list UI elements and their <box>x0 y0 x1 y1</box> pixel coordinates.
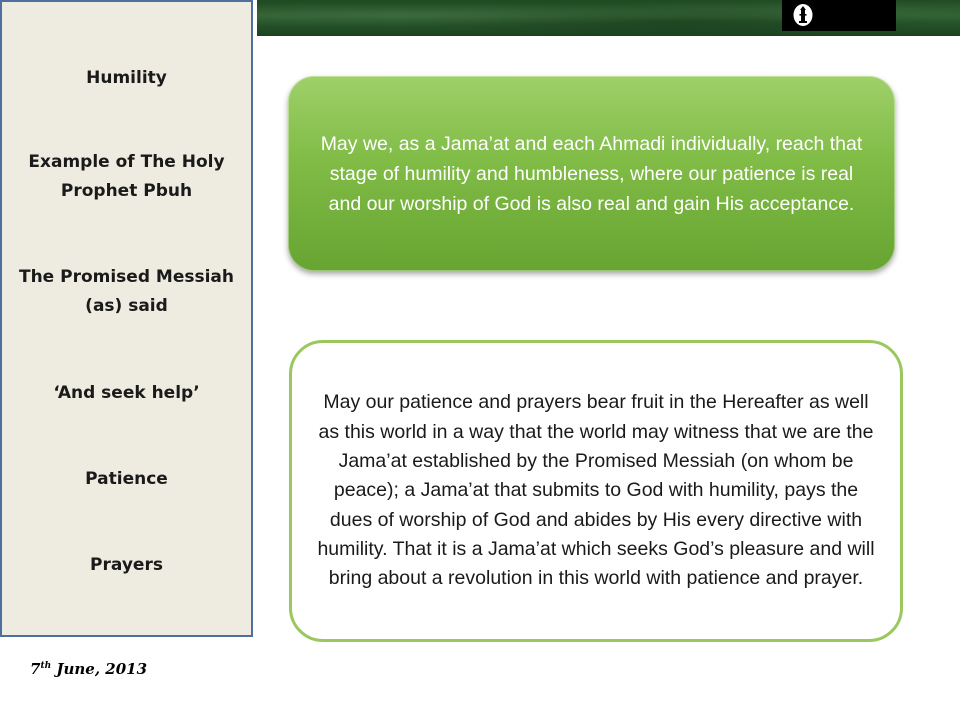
date-rest: June, 2013 <box>51 660 148 678</box>
sidebar-item-prayers <box>2 551 251 580</box>
sidebar-item-label: The Promised Messiah <box>18 267 235 287</box>
date-label <box>30 660 147 678</box>
sidebar-item-promised-messiah <box>2 263 251 321</box>
sidebar-item-label: Example of The Holy <box>28 152 225 172</box>
sidebar-item-holy-prophet <box>2 148 251 206</box>
logo-box <box>782 0 896 31</box>
sidebar-item-seek-help <box>2 379 251 408</box>
sidebar-item-patience <box>2 465 251 494</box>
date-day: 7 <box>30 660 41 678</box>
sidebar-item-label-line2: (as) said <box>85 296 168 316</box>
sidebar-item-label: Patience <box>85 469 168 489</box>
minaret-logo-icon <box>792 3 814 27</box>
sidebar-panel <box>0 0 253 637</box>
sidebar-item-humility <box>2 64 251 93</box>
sidebar-item-label-line2: Prophet Pbuh <box>60 181 193 201</box>
humility-quote-text: May we, as a Jama’at and each Ahmadi individually, reach that stage of humility and humbleness, where our patience is real and our worship of God is also real and gain His acceptance. <box>320 132 863 215</box>
patience-prayers-box <box>289 340 903 642</box>
sidebar-item-label: Prayers <box>90 555 163 575</box>
date-suffix: th <box>40 661 52 671</box>
sidebar-item-label: ‘And seek help’ <box>53 383 200 403</box>
sidebar-item-label: Humility <box>86 68 167 88</box>
humility-quote-box <box>288 76 895 271</box>
patience-prayers-text: May our patience and prayers bear fruit in the Hereafter as well as this world in a way that the world may witness that we are the Jama’at established by the Promised Messiah (on whom be peace); a Jama’at that submits to God with humility, pays the dues of worship of God and abides by His every directive with humility. That it is a Jama’at which seeks God’s pleasure and will bring about a revolution in this world with patience and prayer. <box>317 391 875 590</box>
